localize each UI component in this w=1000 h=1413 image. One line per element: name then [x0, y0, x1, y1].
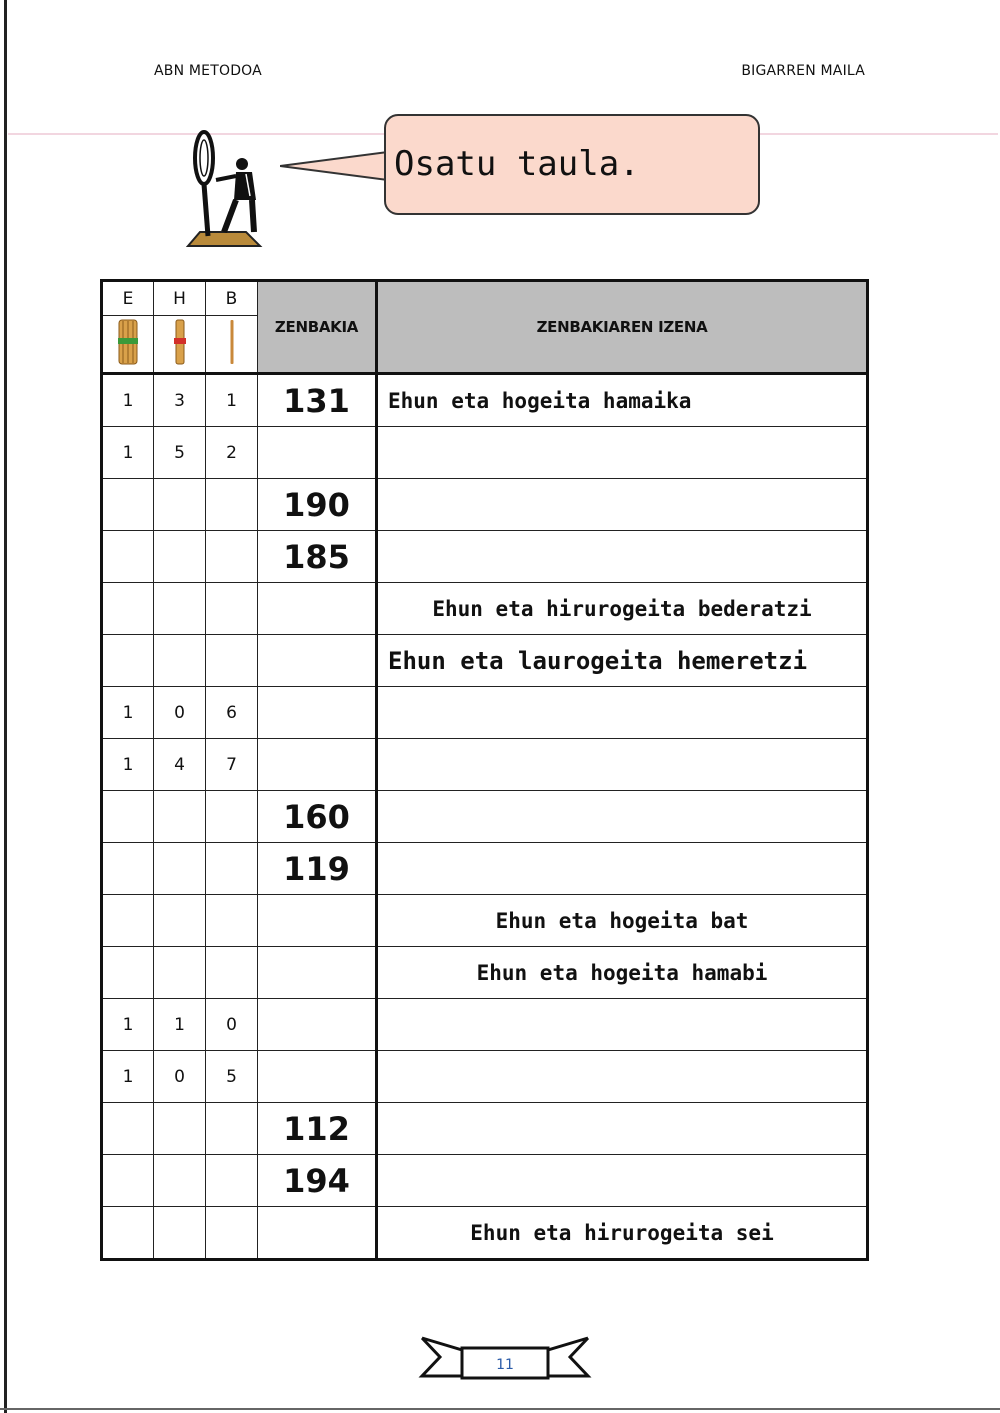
units-cell	[206, 479, 258, 531]
table-row	[102, 1207, 868, 1260]
tens-cell	[154, 583, 206, 635]
number-cell: 131	[258, 374, 377, 427]
hundreds-cell: 1	[102, 999, 154, 1051]
number-cell	[258, 687, 377, 739]
units-cell	[206, 947, 258, 999]
hundreds-stick-bundle-icon	[102, 316, 154, 374]
hundreds-cell	[102, 1155, 154, 1207]
tens-cell	[154, 531, 206, 583]
number-cell: 119	[258, 843, 377, 895]
name-cell	[377, 687, 868, 739]
hundreds-cell	[102, 531, 154, 583]
units-cell: 6	[206, 687, 258, 739]
table-row	[102, 427, 868, 479]
col-header-number: ZENBAKIA	[258, 281, 377, 374]
table-row	[102, 999, 868, 1051]
hundreds-cell	[102, 635, 154, 687]
name-cell	[377, 1051, 868, 1103]
number-cell	[258, 427, 377, 479]
name-cell	[377, 739, 868, 791]
hundreds-cell	[102, 479, 154, 531]
hundreds-cell: 1	[102, 427, 154, 479]
number-cell	[258, 999, 377, 1051]
name-cell	[377, 479, 868, 531]
speech-bubble	[384, 114, 760, 215]
units-cell	[206, 1103, 258, 1155]
number-cell	[258, 583, 377, 635]
tens-cell: 3	[154, 374, 206, 427]
tens-cell: 0	[154, 1051, 206, 1103]
hundreds-cell: 1	[102, 1051, 154, 1103]
hundreds-cell	[102, 947, 154, 999]
header-level: BIGARREN MAILA	[741, 63, 865, 79]
number-table	[100, 279, 869, 1261]
table-row	[102, 1051, 868, 1103]
name-cell: Ehun eta laurogeita hemeretzi	[377, 635, 868, 687]
table-row	[102, 531, 868, 583]
hundreds-cell	[102, 1207, 154, 1260]
number-cell	[258, 895, 377, 947]
number-cell	[258, 947, 377, 999]
table-row	[102, 739, 868, 791]
name-cell	[377, 791, 868, 843]
tens-cell	[154, 895, 206, 947]
table-row	[102, 374, 868, 427]
tens-cell: 0	[154, 687, 206, 739]
table-row	[102, 1155, 868, 1207]
name-cell	[377, 531, 868, 583]
hundreds-cell	[102, 1103, 154, 1155]
tens-cell	[154, 635, 206, 687]
units-cell	[206, 843, 258, 895]
tens-cell	[154, 479, 206, 531]
number-cell: 194	[258, 1155, 377, 1207]
header-method: ABN METODOA	[154, 63, 262, 79]
units-cell	[206, 1155, 258, 1207]
hundreds-cell	[102, 583, 154, 635]
col-header-hundreds: E	[102, 281, 154, 316]
tens-cell: 1	[154, 999, 206, 1051]
units-cell: 0	[206, 999, 258, 1051]
name-cell: Ehun eta hogeita hamabi	[377, 947, 868, 999]
tens-cell	[154, 1103, 206, 1155]
page-number: 11	[496, 1357, 514, 1373]
hundreds-cell	[102, 895, 154, 947]
tens-stick-bundle-icon	[154, 316, 206, 374]
units-cell	[206, 791, 258, 843]
name-cell	[377, 843, 868, 895]
number-cell	[258, 1051, 377, 1103]
col-header-tens: H	[154, 281, 206, 316]
table-row	[102, 843, 868, 895]
table-row	[102, 635, 868, 687]
number-cell: 160	[258, 791, 377, 843]
units-cell: 2	[206, 427, 258, 479]
table-row	[102, 1103, 868, 1155]
name-cell	[377, 1155, 868, 1207]
tens-cell	[154, 791, 206, 843]
table-row	[102, 947, 868, 999]
instruction-text: Osatu taula.	[394, 144, 640, 184]
number-cell: 112	[258, 1103, 377, 1155]
hundreds-cell: 1	[102, 739, 154, 791]
name-cell	[377, 1103, 868, 1155]
tens-cell	[154, 1207, 206, 1260]
tens-cell	[154, 1155, 206, 1207]
units-cell	[206, 583, 258, 635]
page-bottom-edge	[0, 1408, 1000, 1410]
units-cell	[206, 531, 258, 583]
number-cell: 190	[258, 479, 377, 531]
tens-cell: 4	[154, 739, 206, 791]
table-row	[102, 791, 868, 843]
number-cell	[258, 739, 377, 791]
name-cell	[377, 999, 868, 1051]
number-cell: 185	[258, 531, 377, 583]
name-cell: Ehun eta hirurogeita sei	[377, 1207, 868, 1260]
magnifier-explorer-illustration	[186, 128, 266, 252]
col-header-units: B	[206, 281, 258, 316]
hundreds-cell: 1	[102, 374, 154, 427]
number-cell	[258, 1207, 377, 1260]
table-row	[102, 479, 868, 531]
units-cell	[206, 895, 258, 947]
units-cell: 5	[206, 1051, 258, 1103]
table-row	[102, 895, 868, 947]
units-cell: 1	[206, 374, 258, 427]
col-header-name: ZENBAKIAREN IZENA	[377, 281, 868, 374]
number-cell	[258, 635, 377, 687]
tens-cell: 5	[154, 427, 206, 479]
hundreds-cell: 1	[102, 687, 154, 739]
name-cell: Ehun eta hogeita hamaika	[377, 374, 868, 427]
table-row	[102, 583, 868, 635]
speech-bubble-tail	[280, 146, 392, 186]
tens-cell	[154, 947, 206, 999]
hundreds-cell	[102, 791, 154, 843]
table-row	[102, 687, 868, 739]
tens-cell	[154, 843, 206, 895]
units-cell	[206, 1207, 258, 1260]
units-cell	[206, 635, 258, 687]
hundreds-cell	[102, 843, 154, 895]
name-cell: Ehun eta hirurogeita bederatzi	[377, 583, 868, 635]
unit-stick-icon	[206, 316, 258, 374]
name-cell: Ehun eta hogeita bat	[377, 895, 868, 947]
page-left-edge	[4, 0, 7, 1413]
units-cell: 7	[206, 739, 258, 791]
name-cell	[377, 427, 868, 479]
